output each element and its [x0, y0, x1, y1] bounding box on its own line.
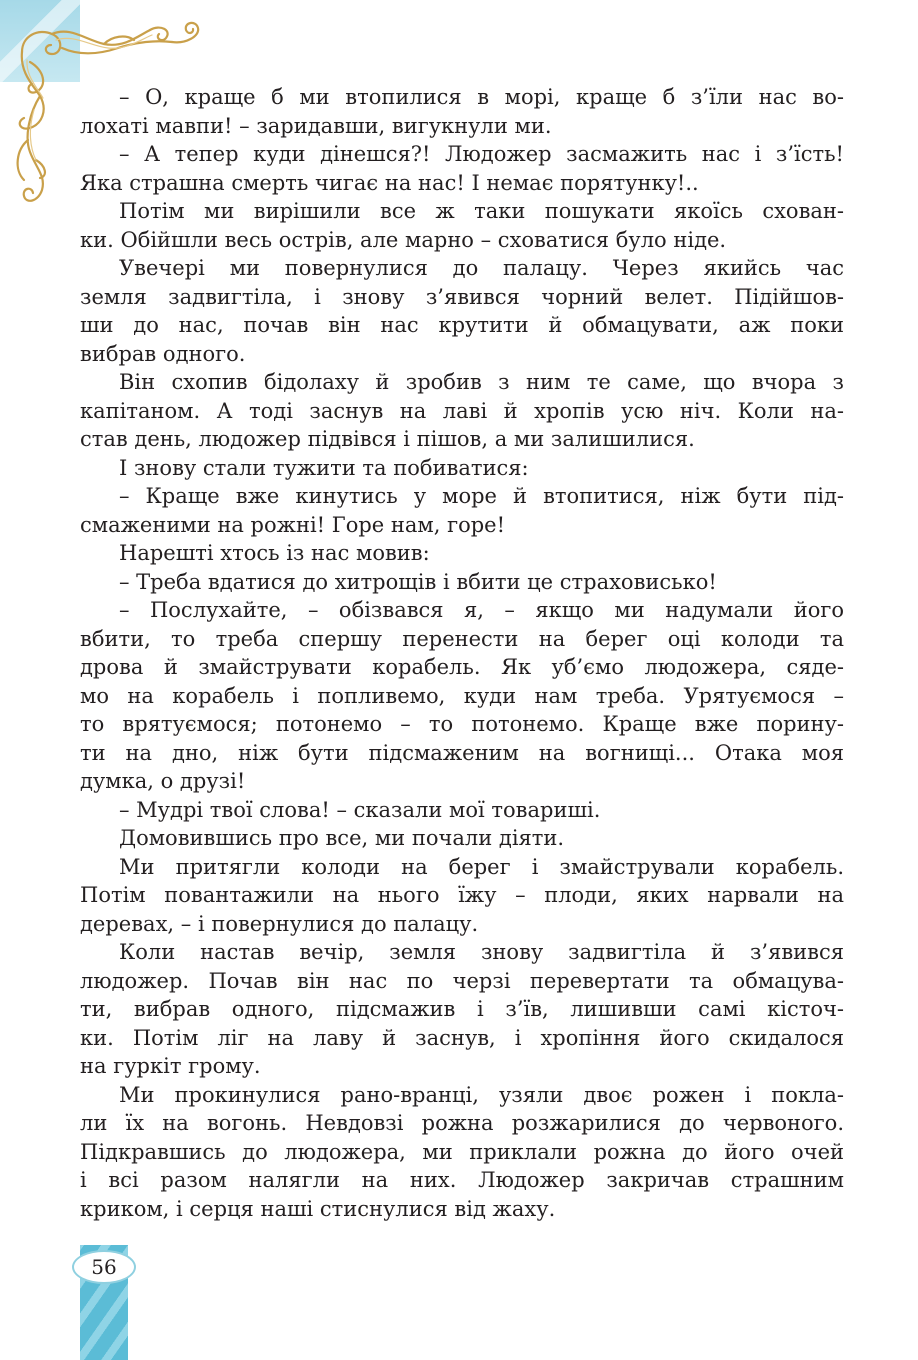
text-line: лохаті мавпи! – заридавши, вигукнули ми.: [80, 113, 552, 138]
paragraph: [80, 824, 844, 853]
paragraph: [80, 140, 844, 197]
text-line: – Послухайте, – обізвався я, – якщо ми надумали його: [119, 598, 844, 622]
text-line: Він схопив бідолаху й зробив з ним те саме, що вчора з: [119, 370, 844, 394]
body-text: [80, 83, 844, 1223]
text-line: ши до нас, почав він нас крутити й обмацувати, аж поки: [80, 313, 844, 337]
paragraph: [80, 938, 844, 1081]
text-line: – А тепер куди дінешся?! Людожер засмажить нас і з’їсть!: [119, 142, 844, 166]
paragraph: [80, 454, 844, 483]
text-line: – Мудрі твої слова! – сказали мої товариші.: [119, 797, 601, 822]
paragraph: [80, 596, 844, 796]
paragraph: [80, 568, 844, 597]
text-line: капітаном. А тоді заснув на лаві й хропів усю ніч. Коли на-: [80, 398, 844, 423]
text-line: дрова й змайструвати корабель. Як уб’ємо людожера, сяде-: [80, 655, 844, 679]
text-line: – Краще вже кинутись у море й втопитися, ніж бути під-: [119, 484, 844, 508]
text-line: земля задвигтіла, і знову з’явився чорний велет. Підійшов-: [80, 284, 844, 309]
text-line: Яка страшна смерть чигає на нас! І немає порятунку!..: [80, 170, 699, 195]
text-line: Ми притягли колоди на берег і змайстрували корабель.: [119, 854, 844, 879]
paragraph: [80, 368, 844, 454]
paragraph: [80, 197, 844, 254]
paragraph: [80, 83, 844, 140]
text-line: – Треба вдатися до хитрощів і вбити це страховисько!: [119, 569, 717, 594]
text-line: Домовившись про все, ми почали діяти.: [119, 826, 565, 850]
text-line: людожер. Почав він нас по черзі перевертати та обмацува-: [80, 968, 844, 993]
text-line: Коли настав вечір, земля знову задвигтіла й з’явився: [119, 940, 844, 964]
text-line: Підкравшись до людожера, ми приклали рожна до його очей: [80, 1139, 844, 1164]
text-line: то врятуємося; потонемо – то потонемо. Краще вже порину-: [80, 712, 844, 736]
text-line: Потім ми вирішили все ж таки пошукати якоїсь схован-: [119, 199, 844, 223]
text-line: ки. Обійшли весь острів, але марно – сховатися було ніде.: [80, 227, 727, 252]
text-line: став день, людожер підвівся і пішов, а ми залишилися.: [80, 427, 695, 451]
text-line: на гуркіт грому.: [80, 1054, 261, 1078]
page-number: 56: [72, 1250, 136, 1284]
text-line: Увечері ми повернулися до палацу. Через якийсь час: [119, 256, 844, 280]
text-line: вибрав одного.: [80, 341, 246, 366]
text-line: думка, о друзі!: [80, 769, 246, 793]
paragraph: [80, 539, 844, 568]
paragraph: [80, 796, 844, 825]
paragraph: [80, 254, 844, 368]
text-line: смаженими на рожні! Горе нам, горе!: [80, 512, 506, 537]
text-line: – О, краще б ми втопилися в морі, краще б з’їли нас во-: [119, 85, 844, 109]
text-line: і всі разом налягли на них. Людожер закричав страшним: [80, 1168, 844, 1192]
text-line: Нарешті хтось із нас мовив:: [119, 541, 430, 565]
text-line: деревах, – і повернулися до палацу.: [80, 911, 479, 936]
text-line: Ми прокинулися рано-вранці, узяли двоє рожен і покла-: [119, 1082, 844, 1107]
text-line: вбити, то треба спершу перенести на берег оці колоди та: [80, 626, 844, 651]
text-line: Потім повантажили на нього їжу – плоди, яких нарвали на: [80, 883, 844, 907]
paragraph: [80, 1081, 844, 1224]
text-line: ки. Потім ліг на лаву й заснув, і хропіння його скидалося: [80, 1025, 844, 1050]
paragraph: [80, 853, 844, 939]
text-line: ти, вибрав одного, підсмажив і з’їв, лишивши самі кісточ-: [80, 997, 844, 1021]
paragraph: [80, 482, 844, 539]
text-line: ти на дно, ніж бути підсмаженим на вогнищі... Отака моя: [80, 740, 844, 765]
text-line: мо на корабель і попливемо, куди нам треба. Урятуємося –: [80, 683, 844, 708]
text-line: криком, і серця наші стиснулися від жаху.: [80, 1196, 556, 1221]
text-line: І знову стали тужити та побиватися:: [119, 455, 529, 480]
text-line: ли їх на вогонь. Невдовзі рожна розжарилися до червоного.: [80, 1111, 844, 1135]
